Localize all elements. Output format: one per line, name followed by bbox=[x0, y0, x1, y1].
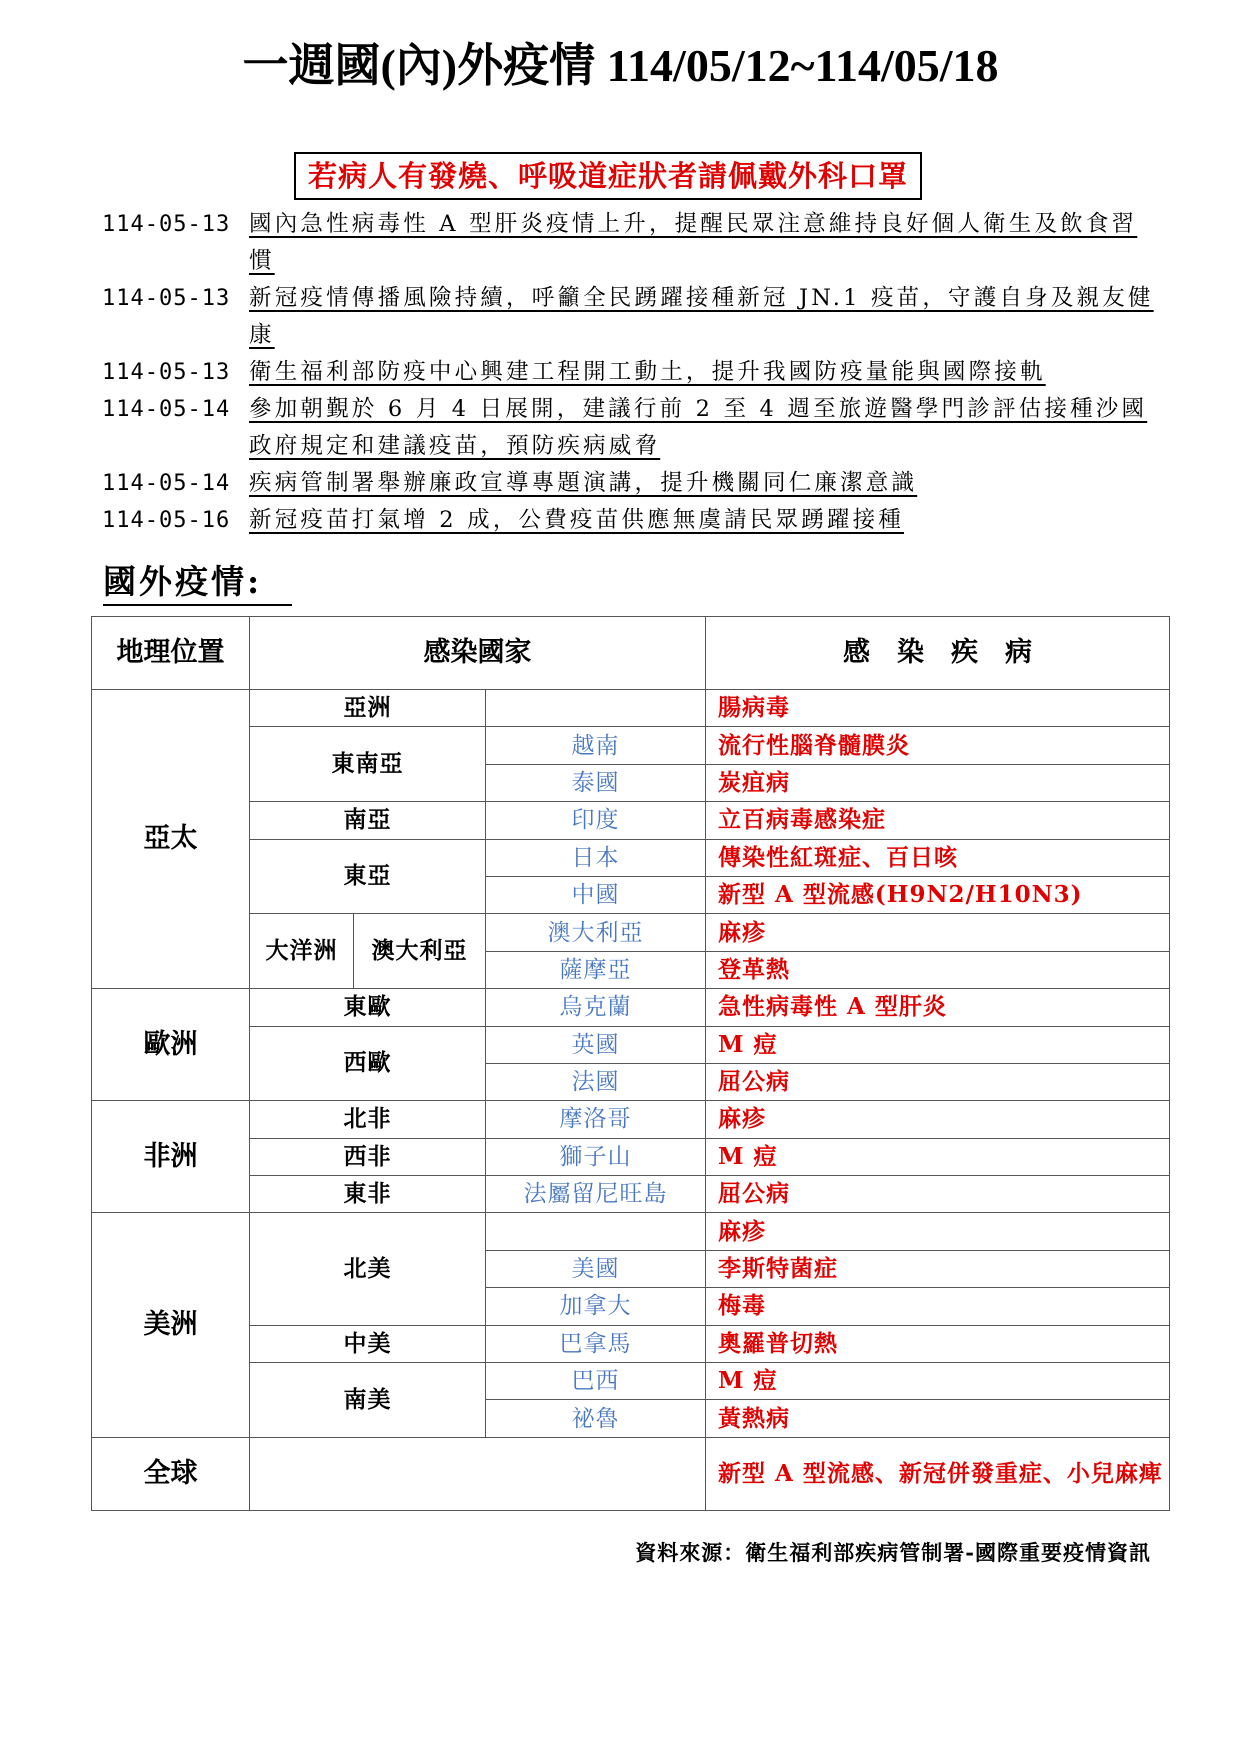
country-cell: 中國 bbox=[486, 876, 706, 913]
region-cell: 中美 bbox=[250, 1325, 486, 1362]
header-disease: 感 染 疾 病 bbox=[706, 617, 1170, 690]
disease-cell: 立百病毒感染症 bbox=[706, 802, 1170, 839]
data-source: 資料來源：衛生福利部疾病管制署-國際重要疫情資訊 bbox=[635, 1540, 1151, 1565]
region-cell bbox=[250, 1437, 706, 1510]
table-row bbox=[92, 802, 1170, 839]
disease-cell: M 痘 bbox=[706, 1363, 1170, 1400]
news-text[interactable]: 新冠疫情傳播風險持續，呼籲全民踴躍接種新冠 JN.1 疫苗，守護自身及親友健康 bbox=[249, 285, 1154, 348]
news-date: 114-05-16 bbox=[102, 508, 231, 533]
table-row bbox=[92, 727, 1170, 764]
country-cell bbox=[486, 690, 706, 727]
disease-cell: 麻疹 bbox=[706, 1213, 1170, 1250]
news-text[interactable]: 新冠疫苗打氣增 2 成，公費疫苗供應無虞請民眾踴躍接種 bbox=[249, 507, 905, 533]
news-text[interactable]: 衛生福利部防疫中心興建工程開工動土，提升我國防疫量能與國際接軌 bbox=[249, 359, 1046, 385]
disease-cell: 登革熱 bbox=[706, 951, 1170, 988]
disease-cell: 流行性腦脊髓膜炎 bbox=[706, 727, 1170, 764]
country-cell: 越南 bbox=[486, 727, 706, 764]
disease-cell: 麻疹 bbox=[706, 1101, 1170, 1138]
table-row bbox=[92, 914, 1170, 951]
news-text[interactable]: 疾病管制署舉辦廉政宣導專題演講，提升機關同仁廉潔意識 bbox=[249, 470, 918, 496]
country-cell: 印度 bbox=[486, 802, 706, 839]
news-text[interactable]: 國內急性病毒性 A 型肝炎疫情上升，提醒民眾注意維持良好個人衛生及飲食習慣 bbox=[249, 211, 1138, 274]
disease-cell: M 痘 bbox=[706, 1026, 1170, 1063]
region-cell: 南亞 bbox=[250, 802, 486, 839]
disease-cell: 梅毒 bbox=[706, 1288, 1170, 1325]
news-date: 114-05-14 bbox=[102, 397, 231, 422]
country-cell: 獅子山 bbox=[486, 1138, 706, 1175]
disease-cell: 腸病毒 bbox=[706, 690, 1170, 727]
region-cell: 東非 bbox=[250, 1176, 486, 1213]
table-row bbox=[92, 1363, 1170, 1400]
country-cell: 澳大利亞 bbox=[486, 914, 706, 951]
country-cell: 日本 bbox=[486, 839, 706, 876]
news-date: 114-05-13 bbox=[102, 360, 231, 385]
news-date: 114-05-13 bbox=[102, 286, 231, 311]
news-item bbox=[102, 280, 1162, 354]
table-row bbox=[92, 1176, 1170, 1213]
category-cell: 亞太 bbox=[92, 690, 250, 989]
news-date: 114-05-13 bbox=[102, 212, 231, 237]
header-country: 感染國家 bbox=[250, 617, 706, 690]
disease-cell: 黃熱病 bbox=[706, 1400, 1170, 1437]
table-header-row bbox=[92, 617, 1170, 690]
region-cell: 南美 bbox=[250, 1363, 486, 1438]
table-row bbox=[92, 839, 1170, 876]
disease-cell: 新型 A 型流感、新冠併發重症、小兒麻痺 bbox=[706, 1437, 1170, 1510]
country-cell bbox=[486, 1213, 706, 1250]
region-cell: 澳大利亞 bbox=[354, 914, 486, 989]
disease-cell: 奧羅普切熱 bbox=[706, 1325, 1170, 1362]
region-cell: 北非 bbox=[250, 1101, 486, 1138]
disease-cell: 新型 A 型流感(H9N2/H10N3) bbox=[706, 876, 1170, 913]
region-cell: 東歐 bbox=[250, 989, 486, 1026]
table-row bbox=[92, 1213, 1170, 1250]
disease-cell: 麻疹 bbox=[706, 914, 1170, 951]
news-list bbox=[102, 206, 1162, 539]
category-cell: 全球 bbox=[92, 1437, 250, 1510]
news-item bbox=[102, 354, 1162, 391]
country-cell: 巴拿馬 bbox=[486, 1325, 706, 1362]
table-row bbox=[92, 690, 1170, 727]
country-cell: 法屬留尼旺島 bbox=[486, 1176, 706, 1213]
news-date: 114-05-14 bbox=[102, 471, 231, 496]
region-cell: 北美 bbox=[250, 1213, 486, 1325]
category-cell: 非洲 bbox=[92, 1101, 250, 1213]
disease-cell: 炭疽病 bbox=[706, 764, 1170, 801]
country-cell: 美國 bbox=[486, 1250, 706, 1287]
region-cell: 亞洲 bbox=[250, 690, 486, 727]
region-cell: 東亞 bbox=[250, 839, 486, 914]
disease-cell: 急性病毒性 A 型肝炎 bbox=[706, 989, 1170, 1026]
country-cell: 薩摩亞 bbox=[486, 951, 706, 988]
table-row bbox=[92, 989, 1170, 1026]
country-cell: 泰國 bbox=[486, 764, 706, 801]
news-item bbox=[102, 206, 1162, 280]
news-item bbox=[102, 502, 1162, 539]
mask-warning: 若病人有發燒、呼吸道症狀者請佩戴外科口罩 bbox=[294, 152, 922, 200]
news-item bbox=[102, 391, 1162, 465]
country-cell: 摩洛哥 bbox=[486, 1101, 706, 1138]
country-cell: 巴西 bbox=[486, 1363, 706, 1400]
category-cell: 歐洲 bbox=[92, 989, 250, 1101]
news-text[interactable]: 參加朝覲於 6 月 4 日展開，建議行前 2 至 4 週至旅遊醫學門診評估接種沙國政府規定和建議疫苗，預防疾病威脅 bbox=[249, 396, 1148, 459]
section-title: 國外疫情: bbox=[103, 560, 292, 606]
disease-cell: 屈公病 bbox=[706, 1063, 1170, 1100]
table-row bbox=[92, 1325, 1170, 1362]
region-cell: 西非 bbox=[250, 1138, 486, 1175]
table-row bbox=[92, 1437, 1170, 1510]
disease-cell: 傳染性紅斑症、百日咳 bbox=[706, 839, 1170, 876]
header-location: 地理位置 bbox=[92, 617, 250, 690]
table-row bbox=[92, 1138, 1170, 1175]
disease-cell: M 痘 bbox=[706, 1138, 1170, 1175]
country-cell: 加拿大 bbox=[486, 1288, 706, 1325]
country-cell: 法國 bbox=[486, 1063, 706, 1100]
country-cell: 烏克蘭 bbox=[486, 989, 706, 1026]
country-cell: 祕魯 bbox=[486, 1400, 706, 1437]
category-cell: 美洲 bbox=[92, 1213, 250, 1437]
table-row bbox=[92, 1026, 1170, 1063]
region-cell: 東南亞 bbox=[250, 727, 486, 802]
region-cell: 大洋洲 bbox=[250, 914, 354, 989]
disease-cell: 李斯特菌症 bbox=[706, 1250, 1170, 1287]
news-item bbox=[102, 465, 1162, 502]
page-title: 一週國(內)外疫情 114/05/12~114/05/18 bbox=[242, 40, 999, 91]
epidemic-table bbox=[91, 616, 1170, 1511]
region-cell: 西歐 bbox=[250, 1026, 486, 1101]
table-row bbox=[92, 1101, 1170, 1138]
disease-cell: 屈公病 bbox=[706, 1176, 1170, 1213]
country-cell: 英國 bbox=[486, 1026, 706, 1063]
